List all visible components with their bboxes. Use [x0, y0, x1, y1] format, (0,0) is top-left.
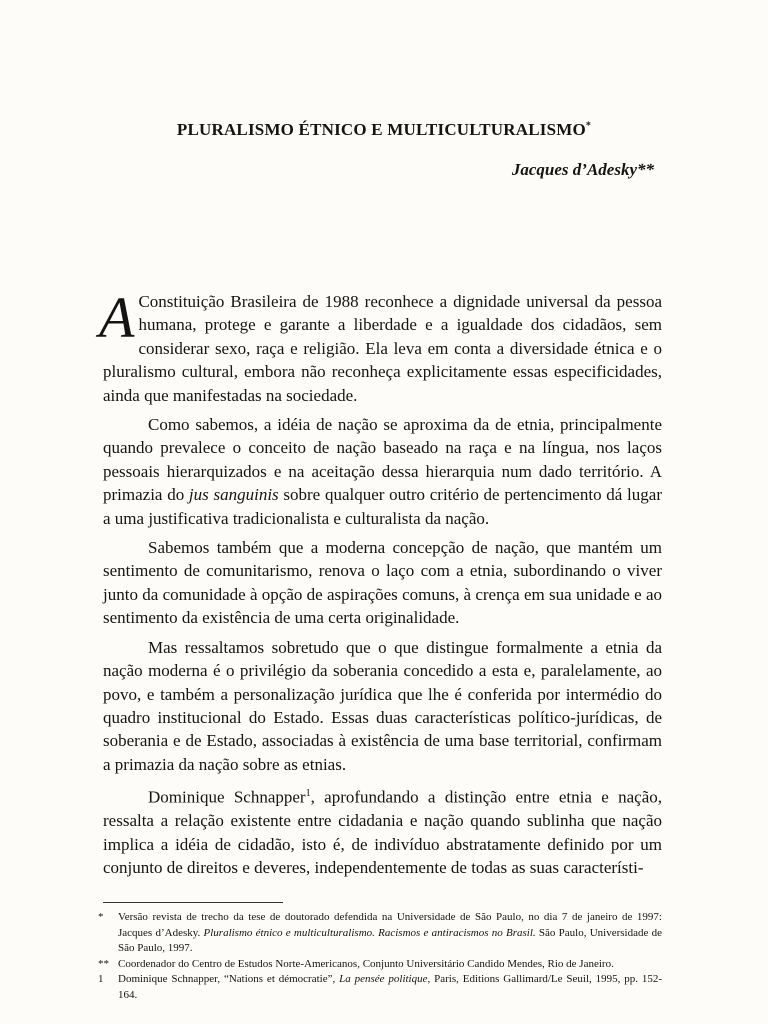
paragraph-1-text: Constituição Brasileira de 1988 reconhece a dignidade universal da pessoa humana, protege e garante a liberdade e a igualdade dos cidadãos, sem considerar sexo, raça e religião. Ela leva em conta a diversidade étnica e o pluralismo cultural, embora não reconheça explicitamente essas especificidades, ainda que manifestadas na sociedade. — [103, 292, 662, 405]
paragraph-4: Mas ressaltamos sobretudo que o que distingue formalmente a etnia da nação moderna é o privilégio da soberania concedido a esta e, paralelamente, ao povo, e também a personalização jurídica que lhe é conferida por intermédio do quadro institucional do Estado. Essas duas características político-jurídicas, de soberania e de Estado, associadas à existência de uma base territorial, confirmam a primazia da nação sobre as etnias. — [103, 637, 662, 774]
footnote-2-text: Coordenador do Centro de Estudos Norte-Americanos, Conjunto Universitário Candido Mendes, Rio de Janeiro. — [118, 957, 614, 970]
paragraph-1 — [99, 285, 662, 407]
title-footnote-mark: * — [585, 120, 592, 132]
article-title — [0, 120, 768, 140]
footnote-divider — [103, 902, 283, 903]
paragraph-2-text-a: Como sabemos, a idéia de nação se aproxima da de etnia, principalmente quando prevalece o conceito de nação baseado na raça e na língua, nos laços pessoais hierarquizados e na aceitação dessa hierarquia num dado território. A primazia do — [103, 415, 662, 505]
footnote-3-text-b: , Paris, Editions Gallimard/Le Seuil, 1995, pp. 152-164. — [118, 973, 663, 1001]
drop-cap: A — [99, 285, 135, 350]
footnote-2-mark: ** — [98, 957, 109, 970]
footnote-3-text-a: Dominique Schnapper, “Nations et démocratie”, — [118, 973, 340, 985]
paragraph-2-italic: jus sanguinis — [188, 485, 279, 505]
footnote-1-text-b: São Paulo, Universidade de São Paulo, 1997. — [118, 926, 663, 954]
footnote-1 — [98, 910, 662, 957]
footnote-3-italic: La pensée politique — [339, 973, 428, 985]
footnote-ref-1: 1 — [305, 788, 311, 800]
article-title-text: PLURALISMO ÉTNICO E MULTICULTURALISMO — [176, 120, 586, 139]
footnote-3 — [98, 972, 662, 1003]
footnote-2 — [98, 957, 662, 973]
footnote-1-text-a: Versão revista de trecho da tese de doutorado defendida na Universidade de São Paulo, no dia 7 de janeiro de 1997: Jacques d’Adesky. — [118, 911, 662, 939]
article-body — [99, 285, 663, 885]
footnote-1-italic: Pluralismo étnico e multiculturalismo. Racismos e antiracismos no Brasil. — [203, 926, 536, 939]
paragraph-5 — [103, 782, 662, 879]
footnote-1-mark: * — [98, 911, 104, 923]
footnote-3-mark: 1 — [98, 973, 104, 985]
paragraph-2 — [103, 413, 662, 530]
author-name: Jacques d’Adesky** — [511, 160, 654, 179]
paragraph-5-text-a: Dominique Schnapper — [148, 787, 306, 807]
paragraph-3: Sabemos também que a moderna concepção de nação, que mantém um sentimento de comunitarismo, renova o laço com a etnia, subordinando o viver junto da comunidade à opção de aspirações comuns, à crença em sua unidade e ao sentimento da existência de uma certa originalidade. — [103, 538, 662, 628]
paragraph-5-text-b: , aprofundando a distinção entre etnia e nação, ressalta a relação existente entre cidadania e nação quando sublinha que nação implica a idéia de cidadão, isto é, de indivíduo abstratamente definido por um conjunto de direitos e deveres, independentemente de todas as suas característi- — [103, 787, 663, 877]
paragraph-2-text-b: sobre qualquer outro critério de pertencimento dá lugar a uma justificativa tradicionalista e culturalista da nação. — [103, 485, 662, 528]
footnotes — [98, 910, 662, 1003]
